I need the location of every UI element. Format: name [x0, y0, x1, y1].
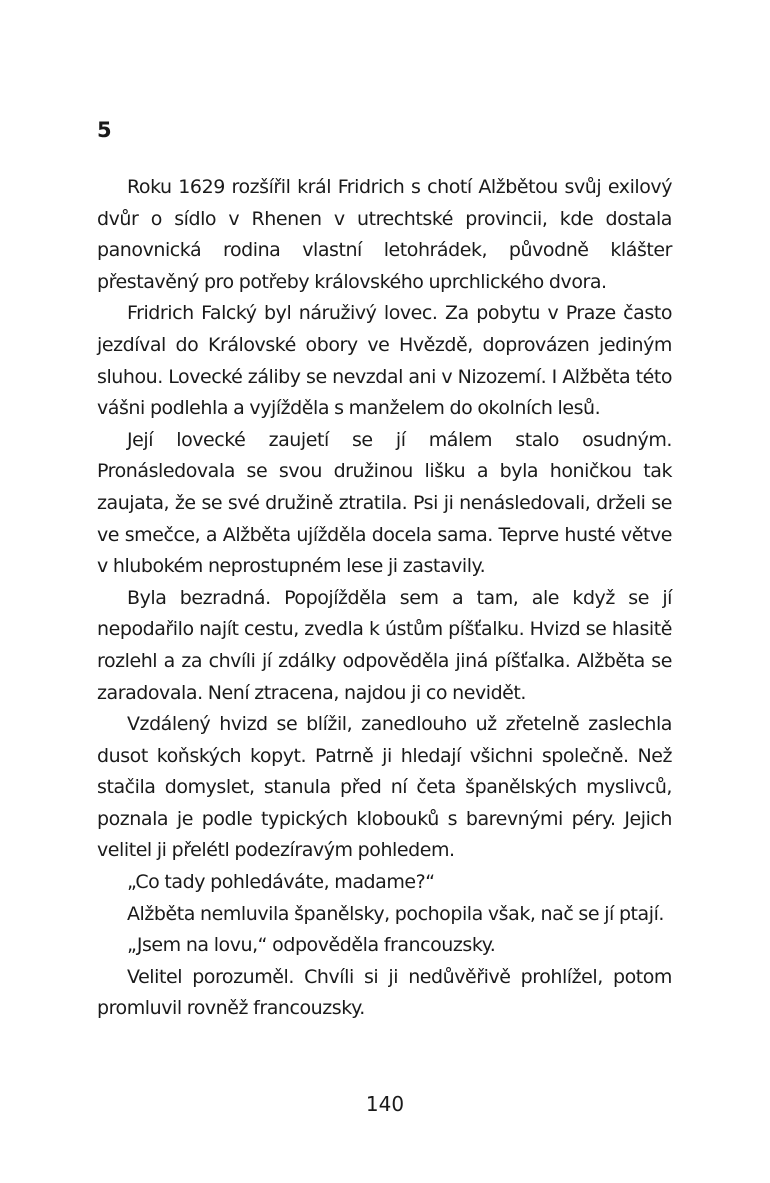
dialogue-line: „Jsem na lovu,“ odpověděla francouzsky. — [127, 934, 496, 957]
paragraph: Roku 1629 rozšířil král Fridrich s chotí Alžbětou svůj exilový dvůr o sídlo v Rhenen v utrechtské provincii, kde dostala panovnická rodina vlastní letohrádek, původně klášter přestavěný pro potřeby královského uprchlického dvora. — [97, 176, 672, 293]
paragraph: Byla bezradná. Popojížděla sem a tam, ale když se jí nepodařilo najít cestu, zvedla k ústům píšťalku. Hvizd se hlasitě rozlehl a za chvíli jí zdálky odpověděla jiná píšťalka. Alžběta se zaradovala. Není ztracena, najdou ji co nevidět. — [97, 586, 672, 704]
paragraph: Alžběta nemluvila španělsky, pochopila však, nač se jí ptají. — [127, 902, 665, 925]
dialogue-line: „Co tady pohledáváte, madame?“ — [127, 871, 435, 894]
paragraph: Velitel porozuměl. Chvíli si ji nedůvěřivě prohlížel, potom promluvil rovněž francouzsky. — [97, 965, 672, 1020]
chapter-number: 5 — [97, 118, 112, 142]
page-number: 140 — [365, 1092, 405, 1116]
paragraph: Fridrich Falcký byl náruživý lovec. Za pobytu v Praze často jezdíval do Královské obory ve Hvězdě, doprovázen jediným sluhou. Lovecké záliby se nevzdal ani v Nizozemí. I Alžběta této vášni podlehla a vyjížděla s manželem do okolních lesů. — [97, 302, 672, 420]
paragraph: Vzdálený hvizd se blížil, zanedlouho už zřetelně zaslechla dusot koňských kopyt. Patrně ji hledají všichni společně. Než stačila domyslet, stanula před ní četa španělských myslivců, poznala je podle typických klobouků s barevnými péry. Jejich velitel ji přelétl podezíravým pohledem. — [97, 713, 672, 862]
body-text — [97, 172, 672, 1025]
paragraph: Její lovecké zaujetí se jí málem stalo osudným. Pronásledovala se svou družinou lišku a byla honičkou tak zaujata, že se své družině ztratila. Psi ji nenásledovali, drželi se ve smečce, a Alžběta ujížděla docela sama. Teprve husté větve v hlubokém neprostupném lese ji zastavily. — [97, 428, 672, 578]
